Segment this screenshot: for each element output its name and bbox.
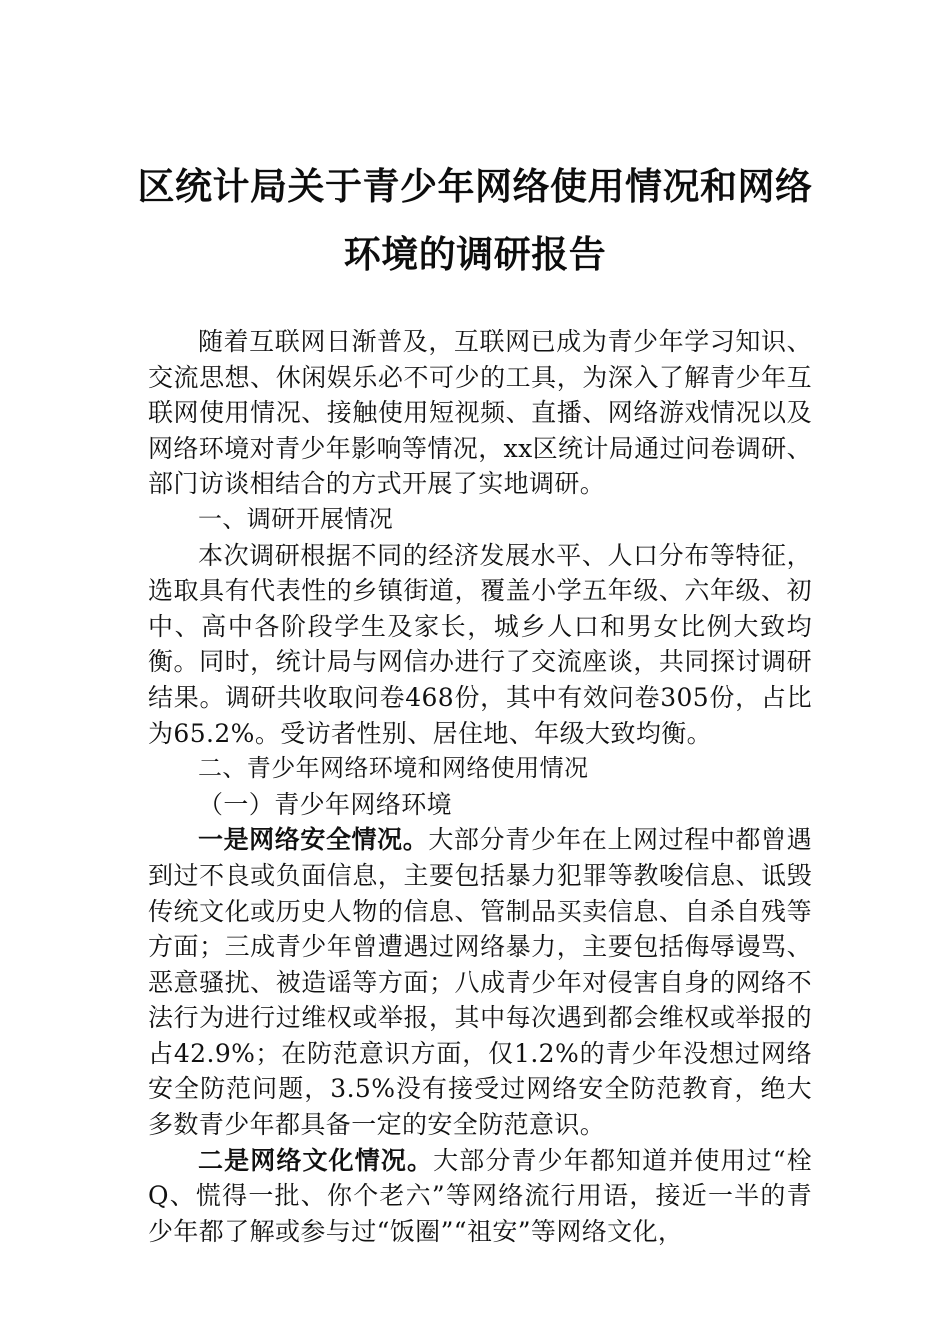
- intro-paragraph: 随着互联网日渐普及，互联网已成为青少年学习知识、交流思想、休闲娱乐必不可少的工具，为深入了解青少年互联网使用情况、接触使用短视频、直播、网络游戏情况以及网络环境对青少年影响等情况，xx区统计局通过问卷调研、部门访谈相结合的方式开展了实地调研。: [148, 327, 813, 499]
- document-body: [148, 324, 812, 1249]
- section-heading-1: 一、调研开展情况: [198, 504, 394, 533]
- section-1-paragraph: 本次调研根据不同的经济发展水平、人口分布等特征，选取具有代表性的乡镇街道，覆盖小学五年级、六年级、初中、高中各阶段学生及家长，城乡人口和男女比例大致均衡。同时，统计局与网信办进行了交流座谈，共同探讨调研结果。调研共收取问卷468份，其中有效问卷305份，占比为65.2%。受访者性别、居住地、年级大致均衡。: [148, 540, 812, 748]
- document-title-line-1: 区统计局关于青少年网络使用情况和网络: [137, 164, 813, 208]
- subsection-heading-2-1: （一）青少年网络环境: [198, 789, 453, 819]
- network-safety-text: 大部分青少年在上网过程中都曾遇到过不良或负面信息，主要包括暴力犯罪等教唆信息、诋毁传统文化或历史人物的信息、管制品买卖信息、自杀自残等方面；三成青少年曾遭遇过网络暴力，主要包括侮辱谩骂、恶意骚扰、被造谣等方面；八成青少年对侵害自身的网络不法行为进行过维权或举报，其中每次遇到都会维权或举报的占42.9%；在防范意识方面，仅1.2%的青少年没想过网络安全防范问题，3.5%没有接受过网络安全防范教育，绝大多数青少年都具备一定的安全防范意识。: [148, 825, 812, 1140]
- network-safety-lead: 一是网络安全情况。: [198, 825, 429, 855]
- network-culture-lead: 二是网络文化情况。: [198, 1145, 434, 1175]
- document-title-line-2: 环境的调研报告: [343, 232, 607, 276]
- network-culture-paragraph: [148, 1143, 812, 1250]
- network-safety-paragraph: [148, 822, 812, 1142]
- network-culture-text: 大部分青少年都知道并使用过“栓Q、慌得一批、你个老六”等网络流行用语，接近一半的青少年都了解或参与过“饭圈”“祖安”等网络文化，: [148, 1145, 812, 1246]
- section-heading-2: 二、青少年网络环境和网络使用情况: [198, 754, 589, 783]
